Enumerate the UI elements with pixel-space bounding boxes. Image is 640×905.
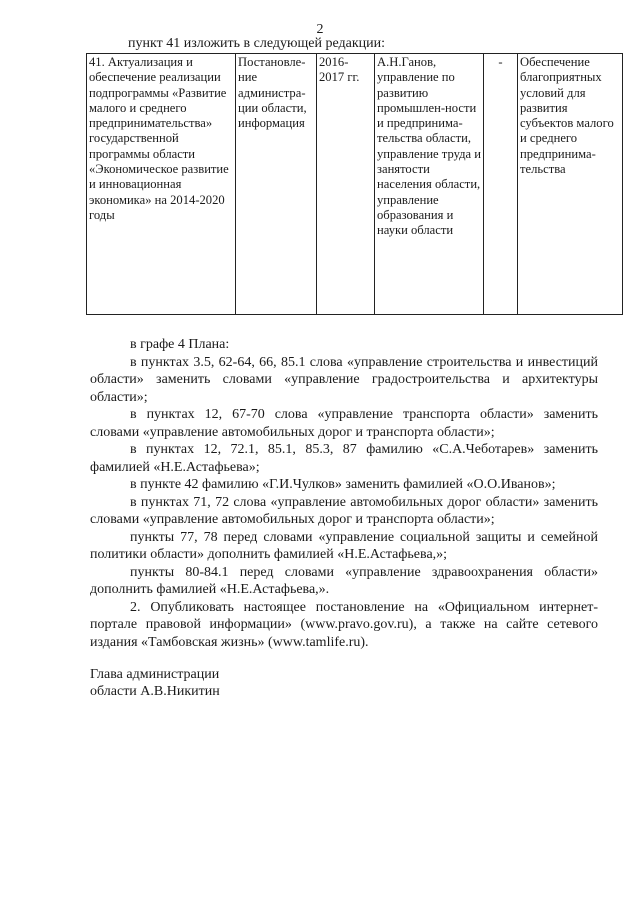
document-body bbox=[90, 336, 598, 651]
intro-line: пункт 41 изложить в следующей редакции: bbox=[128, 36, 385, 51]
paragraph: в пунктах 71, 72 слова «управление автомобильных дорог области» заменить словами «управление автомобильных дорог и транспорта области»; bbox=[90, 494, 598, 527]
paragraph-heading: в графе 4 Плана: bbox=[130, 337, 230, 352]
page-number: 2 bbox=[316, 22, 324, 37]
table-cell-funding: - bbox=[484, 54, 518, 315]
paragraph: пункты 80-84.1 перед словами «управление здравоохранения области» дополнить фамилией «Н.Е.Астафьева,». bbox=[90, 564, 598, 597]
table-row bbox=[87, 54, 623, 315]
signature-block bbox=[90, 666, 220, 700]
paragraph: в пунктах 12, 72.1, 85.1, 85.3, 87 фамилию «С.А.Чеботарев» заменить фамилией «Н.Е.Астафьева»; bbox=[90, 442, 598, 475]
table-cell-responsible: А.Н.Ганов, управление по развитию промышлен-ности и предпринима-тельства области, управление труда и занятости населения области, управление образования и науки области bbox=[375, 54, 484, 315]
plan-table bbox=[86, 53, 623, 315]
paragraph-publication: 2. Опубликовать настоящее постановление на «Официальном интернет-портале правовой информации» (www.pravo.gov.ru), а также на сайте сетевого издания «Тамбовская жизнь» (www.tamlife.ru). bbox=[90, 599, 598, 650]
paragraph: в пунктах 12, 67-70 слова «управление транспорта области» заменить словами «управление автомобильных дорог и транспорта области»; bbox=[90, 407, 598, 440]
table-cell-result: Обеспечение благоприятных условий для развития субъектов малого и среднего предпринима-тельства bbox=[518, 54, 623, 315]
table-cell-period: 2016-2017 гг. bbox=[317, 54, 375, 315]
paragraph: пункты 77, 78 перед словами «управление социальной защиты и семейной политики области» дополнить фамилией «Н.Е.Астафьева,»; bbox=[90, 529, 598, 562]
table-cell-document: Постановле-ние администра-ции области, информация bbox=[236, 54, 317, 315]
paragraph: в пунктах 3.5, 62-64, 66, 85.1 слова «управление строительства и инвестиций области» заменить словами «управление градостроительства и архитектуры области»; bbox=[90, 354, 598, 405]
table-cell-measure: 41. Актуализация и обеспечение реализации подпрограммы «Развитие малого и среднего предпринимательства» государственной программы области «Экономическое развитие и инновационная экономика» на 2014-2020 годы bbox=[87, 54, 236, 315]
signature-title: Глава администрации bbox=[90, 667, 220, 682]
paragraph: в пункте 42 фамилию «Г.И.Чулков» заменить фамилией «О.О.Иванов»; bbox=[130, 477, 556, 492]
signature-name: области А.В.Никитин bbox=[90, 684, 220, 699]
